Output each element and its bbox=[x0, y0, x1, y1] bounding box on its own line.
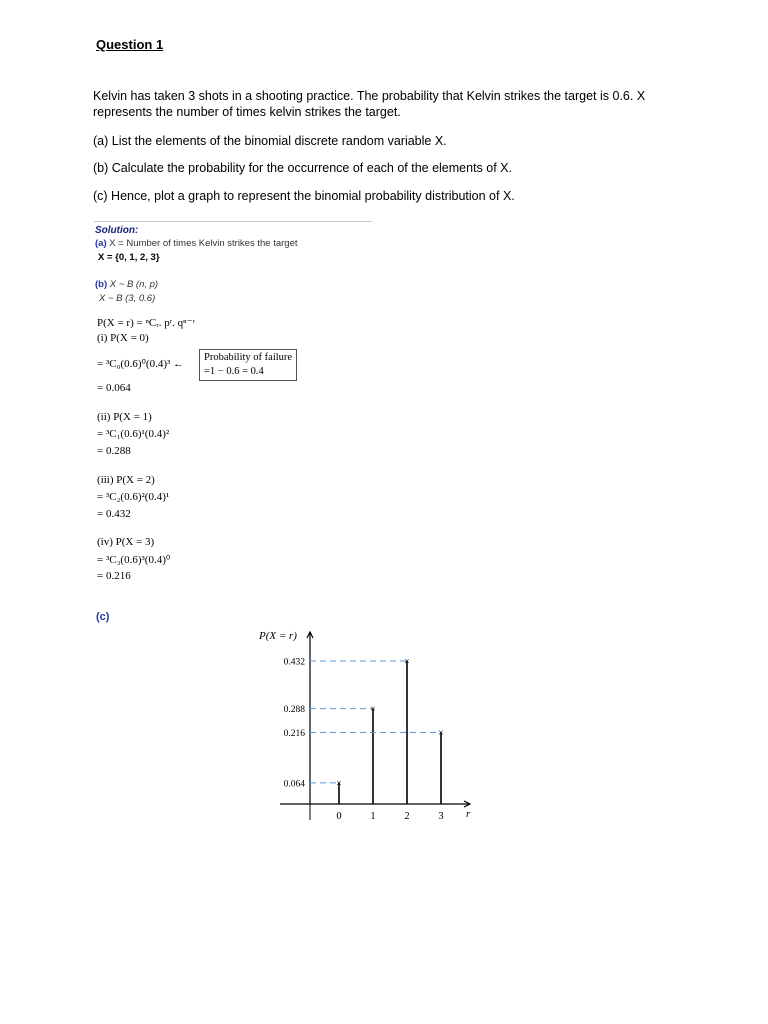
step-4-expr: = ³C₃(0.6)³(0.4)⁰ bbox=[97, 554, 171, 566]
box-line-1: Probability of failure bbox=[204, 352, 293, 363]
y-tick-label-0.288: 0.288 bbox=[283, 705, 305, 716]
x-tick-label-3: 3 bbox=[438, 811, 444, 822]
question-part-b: (b) Calculate the probability for the occurrence of each of the elements of X. bbox=[93, 161, 512, 175]
step-2-expr: = ³C₁(0.6)¹(0.4)² bbox=[97, 428, 170, 440]
question-intro-line-1: Kelvin has taken 3 shots in a shooting practice. The probability that Kelvin strikes the target is 0.6. X bbox=[93, 89, 646, 103]
y-axis-label: P(X = r) bbox=[259, 630, 297, 642]
step-3-expr: = ³C₂(0.6)²(0.4)¹ bbox=[97, 491, 170, 503]
solution-c-tag: (c) bbox=[96, 611, 110, 623]
step-4-result: = 0.216 bbox=[97, 570, 131, 582]
solution-label: Solution: bbox=[95, 225, 139, 236]
question-intro-line-2: represents the number of times kelvin strikes the target. bbox=[93, 105, 401, 119]
question-part-a: (a) List the elements of the binomial discrete random variable X. bbox=[93, 134, 447, 148]
solution-a-text: X = Number of times Kelvin strikes the target bbox=[109, 238, 298, 249]
step-1-expr: = ³C₀(0.6)⁰(0.4)³ ← bbox=[97, 358, 185, 370]
solution-b-line-2: X ~ B (3, 0.6) bbox=[99, 293, 156, 304]
step-3-result: = 0.432 bbox=[97, 508, 131, 520]
step-4-head: (iv) P(X = 3) bbox=[97, 536, 155, 548]
formula: P(X = r) = ⁿCᵣ. pʳ. qⁿ⁻ʳ bbox=[97, 317, 195, 329]
marker-1: × bbox=[370, 704, 376, 716]
solution-b-line-1: X ~ B (n, p) bbox=[109, 279, 159, 290]
question-title: Question 1 bbox=[96, 37, 164, 52]
box-line-2: =1 − 0.6 = 0.4 bbox=[204, 366, 264, 377]
x-tick-label-0: 0 bbox=[336, 811, 342, 822]
step-1-result: = 0.064 bbox=[97, 382, 131, 394]
step-3-head: (iii) P(X = 2) bbox=[97, 474, 155, 486]
x-tick-label-2: 2 bbox=[404, 811, 410, 822]
marker-2: × bbox=[404, 656, 410, 668]
y-tick-label-0.216: 0.216 bbox=[283, 729, 305, 739]
step-2-head: (ii) P(X = 1) bbox=[97, 411, 152, 423]
y-tick-label-0.432: 0.432 bbox=[283, 657, 305, 668]
step-2-result: = 0.288 bbox=[97, 445, 131, 457]
y-tick-label-0.064: 0.064 bbox=[283, 779, 305, 790]
marker-3: × bbox=[438, 728, 444, 739]
solution-a-set: X = {0, 1, 2, 3} bbox=[98, 252, 160, 263]
question-part-c: (c) Hence, plot a graph to represent the binomial probability distribution of X. bbox=[93, 189, 515, 203]
x-axis-label: r bbox=[466, 808, 471, 820]
marker-0: × bbox=[336, 778, 342, 790]
solution-a-tag: (a) bbox=[95, 238, 107, 249]
x-tick-label-1: 1 bbox=[370, 811, 376, 822]
step-1-head: (i) P(X = 0) bbox=[97, 332, 149, 344]
solution-b-tag: (b) bbox=[95, 279, 108, 290]
